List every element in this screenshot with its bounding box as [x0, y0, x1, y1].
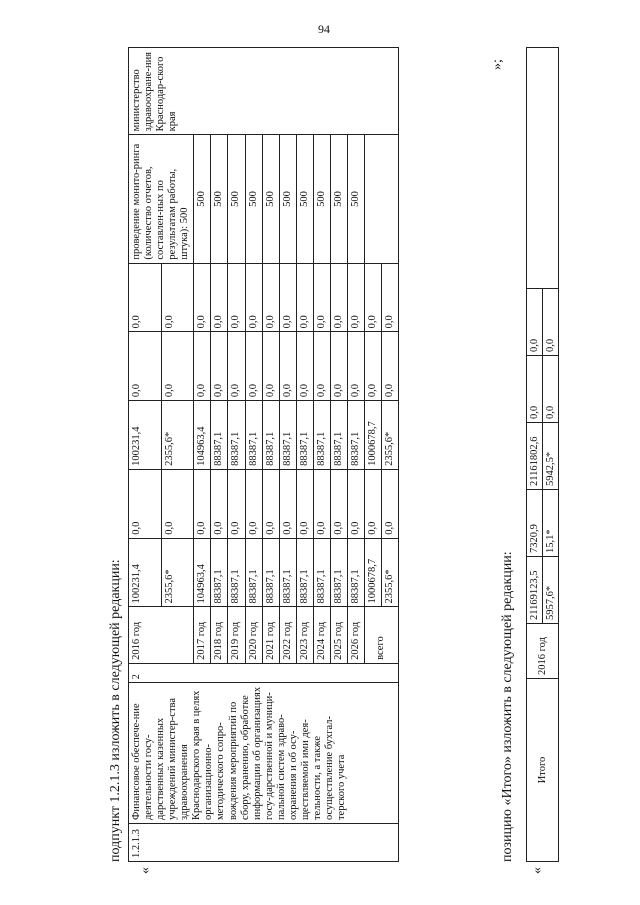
sub-total-cell: 2355,6* [161, 538, 194, 607]
local-budget-cell: 0,0 [262, 332, 279, 401]
all-label: всего [364, 607, 398, 663]
all-sub-local-cell: 0,0 [382, 332, 399, 401]
total-cell: 100231,4 [129, 538, 162, 607]
year-label: 2025 год [330, 607, 347, 663]
sub-local-cell: 0,0 [161, 332, 194, 401]
indicator-value: 500 [194, 135, 211, 263]
total-cell: 88387,1 [347, 538, 364, 607]
federal-budget-cell: 0,0 [296, 469, 313, 538]
other-sources-cell: 0,0 [129, 263, 162, 332]
total-cell: 88387,1 [296, 538, 313, 607]
indicator-value: 500 [211, 135, 228, 263]
local-budget-cell: 0,0 [330, 332, 347, 401]
total-label: Итого [527, 679, 559, 862]
all-sub-federal-cell: 0,0 [382, 469, 399, 538]
total-cell: 88387,1 [279, 538, 296, 607]
other-sources-cell: 0,0 [330, 263, 347, 332]
quote-open-mark: « [138, 867, 153, 874]
federal-budget-cell: 0,0 [211, 469, 228, 538]
all-sub-total-cell: 2355,6* [382, 538, 399, 607]
year-label: 2021 год [262, 607, 279, 663]
quote-open-mark-2: « [530, 867, 545, 874]
local-budget-cell: 0,0 [296, 332, 313, 401]
federal-budget-cell: 0,0 [330, 469, 347, 538]
local-budget-cell: 0,0 [228, 332, 245, 401]
total-vb: 0,0 [527, 289, 543, 356]
total-kb: 21161802,6 [527, 423, 543, 490]
federal-budget-cell: 0,0 [129, 469, 162, 538]
indicator-cell: проведение монито-ринга (количество отчетов, составлен-ных по результатам работы, штука): 500 [129, 135, 194, 263]
regional-budget-cell: 88387,1 [228, 401, 245, 470]
regional-budget-cell: 88387,1 [279, 401, 296, 470]
indicator-value: 500 [228, 135, 245, 263]
total-sub-sum: 5957,6* [543, 557, 559, 624]
all-total-cell: 1000678,7 [364, 538, 381, 607]
regional-budget-cell: 88387,1 [262, 401, 279, 470]
year-label: 2019 год [228, 607, 245, 663]
total-cell: 88387,1 [211, 538, 228, 607]
page-number: 94 [318, 22, 330, 36]
sub-other-cell: 0,0 [161, 263, 194, 332]
item-level: 2 [129, 663, 399, 683]
item-name: Финансовое обеспече-ние деятельности госу-дарственных казенных учреждений министер-ства здравоохранения Краснодарского края в целях организационно-методического сопро-вождения мероприятий по сбору, хранению, обработке информации об организациях госу-дарственной и муници-пальной систем здраво-охранения и об осу-ществляемой ими дея-тельности, а также осуществление бухгал-терского учета [129, 683, 399, 824]
year-label: 2016 год [129, 607, 194, 663]
other-sources-cell: 0,0 [313, 263, 330, 332]
regional-budget-cell: 100231,4 [129, 401, 162, 470]
total-cell: 88387,1 [228, 538, 245, 607]
other-sources-cell: 0,0 [194, 263, 211, 332]
year-label: 2018 год [211, 607, 228, 663]
regional-budget-cell: 88387,1 [347, 401, 364, 470]
total-sub-vb: 0,0 [543, 289, 559, 356]
regional-budget-cell: 88387,1 [296, 401, 313, 470]
all-sub-other-cell: 0,0 [382, 263, 399, 332]
intro-text: подпункт 1.2.1.3 изложить в следующей редакции: [108, 559, 123, 862]
federal-budget-cell: 0,0 [279, 469, 296, 538]
year-label: 2024 год [313, 607, 330, 663]
responsible-cell: министерство здравоохране-ния Краснодар-ского края [129, 48, 399, 135]
total-row [527, 48, 543, 862]
local-budget-cell: 0,0 [245, 332, 262, 401]
local-budget-cell: 0,0 [194, 332, 211, 401]
local-budget-cell: 0,0 [313, 332, 330, 401]
total-cell: 88387,1 [330, 538, 347, 607]
intro-text-2: позицию «Итого» изложить в следующей редакции: [500, 551, 515, 862]
year-label: 2020 год [245, 607, 262, 663]
year-row [129, 48, 162, 862]
total-empty-cell [527, 48, 559, 289]
regional-budget-cell: 88387,1 [313, 401, 330, 470]
all-local-cell: 0,0 [364, 332, 381, 401]
federal-budget-cell: 0,0 [194, 469, 211, 538]
indicator-value: 500 [245, 135, 262, 263]
regional-budget-cell: 88387,1 [245, 401, 262, 470]
federal-budget-cell: 0,0 [313, 469, 330, 538]
other-sources-cell: 0,0 [262, 263, 279, 332]
local-budget-cell: 0,0 [279, 332, 296, 401]
other-sources-cell: 0,0 [245, 263, 262, 332]
federal-budget-cell: 0,0 [262, 469, 279, 538]
total-fb: 7320,9 [527, 490, 543, 557]
other-sources-cell: 0,0 [296, 263, 313, 332]
total-table [526, 47, 559, 862]
total-sub-mb: 0,0 [543, 356, 559, 423]
other-sources-cell: 0,0 [279, 263, 296, 332]
indicator-value: 500 [279, 135, 296, 263]
other-sources-cell: 0,0 [228, 263, 245, 332]
indicator-value: 500 [347, 135, 364, 263]
federal-budget-cell: 0,0 [245, 469, 262, 538]
total-sub-kb: 5942,5* [543, 423, 559, 490]
regional-budget-cell: 104963,4 [194, 401, 211, 470]
total-cell: 104963,4 [194, 538, 211, 607]
indicator-value: 500 [313, 135, 330, 263]
rotated-page-content [108, 47, 628, 874]
total-cell: 88387,1 [262, 538, 279, 607]
total-sum: 21169123,5 [527, 557, 543, 624]
total-cell: 88387,1 [245, 538, 262, 607]
year-label: 2023 год [296, 607, 313, 663]
local-budget-cell: 0,0 [129, 332, 162, 401]
year-label: 2022 год [279, 607, 296, 663]
other-sources-cell: 0,0 [211, 263, 228, 332]
year-label: 2026 год [347, 607, 364, 663]
year-label: 2017 год [194, 607, 211, 663]
local-budget-cell: 0,0 [347, 332, 364, 401]
program-table [128, 47, 399, 862]
quote-close-mark: »; [490, 59, 505, 70]
federal-budget-cell: 0,0 [347, 469, 364, 538]
regional-budget-cell: 88387,1 [330, 401, 347, 470]
total-mb: 0,0 [527, 356, 543, 423]
sub-federal-cell: 0,0 [161, 469, 194, 538]
all-federal-cell: 0,0 [364, 469, 381, 538]
total-sub-fb: 15,1* [543, 490, 559, 557]
indicator-value: 500 [262, 135, 279, 263]
all-regional-cell: 1000678,7 [364, 401, 381, 470]
regional-budget-cell: 88387,1 [211, 401, 228, 470]
indicator-value: 500 [296, 135, 313, 263]
other-sources-cell: 0,0 [347, 263, 364, 332]
all-sub-regional-cell: 2355,6* [382, 401, 399, 470]
total-cell: 88387,1 [313, 538, 330, 607]
item-code: 1.2.1.3 [129, 824, 399, 862]
federal-budget-cell: 0,0 [228, 469, 245, 538]
local-budget-cell: 0,0 [211, 332, 228, 401]
indicator-value: 500 [330, 135, 347, 263]
sub-regional-cell: 2355,6* [161, 401, 194, 470]
total-year: 2016 год [527, 624, 559, 679]
all-indicator-cell [364, 135, 398, 263]
all-other-cell: 0,0 [364, 263, 381, 332]
